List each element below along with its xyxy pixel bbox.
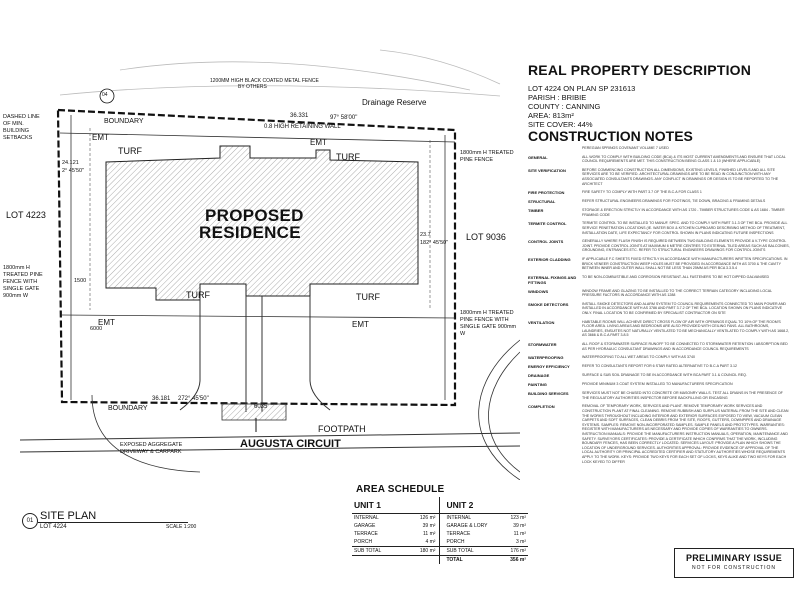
note-text: STORAGE & ERECTION STRICTLY IN ACCORDANCE WITH AS 1720 - TIMBER STRUCTURES CODE & AS 1684 - TIMBER FRAMING CODE [582, 208, 785, 217]
note-row [528, 289, 790, 298]
note-row [528, 239, 790, 253]
street-name: AUGUSTA CIRCUIT [240, 438, 341, 450]
dim-left: 24.121 [62, 160, 79, 166]
construction-notes-list [528, 146, 790, 468]
note-heading: WINDOWS [528, 288, 549, 294]
lot-left-label: LOT 4223 [6, 210, 46, 220]
dim-6000: 6000 [90, 326, 103, 332]
county: COUNTY : CANNING [528, 102, 601, 111]
note-heading: CONTROL JOINTS [528, 239, 564, 245]
bearing-top: 97° 58'00" [330, 115, 358, 121]
bearing-bottom: 272° 45'50" [178, 396, 209, 402]
table-row [352, 530, 528, 538]
site-area: AREA: 813m² [528, 111, 574, 120]
turf-label-3: TURF [186, 290, 210, 300]
note-row [528, 257, 790, 271]
note-row [528, 155, 790, 164]
row-label: PORCH [354, 539, 373, 545]
site-cover: SITE COVER: 44% [528, 120, 593, 129]
row-label: PORCH [446, 539, 465, 545]
driveway-outline [180, 296, 330, 412]
note-heading: SITE VERIFICATION [528, 167, 566, 173]
boundary-label-bottom: BOUNDARY [108, 405, 148, 412]
note-row [528, 208, 790, 217]
note-text: GENERALLY WHERE FLASH FINISH IS REQUIRED BETWEEN TWO BUILDING ELEMENTS PROVIDE A V-TYPE CONTROL JOINT. PROVIDE CONTROL JOINTS AT MAXIMUM 6 METRE CENTRES TO EXTERNAL TILED AREAS SUCH AS BALCONIES, GROUNDING, ENTRANCES ETC. REFER TO STRUCTURAL ENGINEERS DRAWINGS FOR CONTROL JOINTS [582, 239, 790, 253]
pine-fence-gate-left: 1800mm H TREATED PINE FENCE WITH SINGLE GATE 900mm W [3, 265, 43, 299]
note-heading: STORMWATER [528, 342, 557, 348]
note-heading: COMPLETION [528, 404, 555, 410]
note-row [528, 320, 790, 338]
note-heading: BUILDING SERVICES [528, 391, 569, 397]
construction-notes-title: CONSTRUCTION NOTES [528, 128, 693, 144]
note-row [528, 302, 790, 316]
note-text: PROVIDE MINIMUM 3 COAT SYSTEM INSTALLED TO MANUFACTURERS SPECIFICATION [582, 382, 733, 387]
contour-lines [60, 50, 500, 96]
note-row [528, 199, 790, 204]
site-plan-lot: LOT 4224 [40, 524, 67, 530]
emt-label-bottom-right: EMT [352, 320, 369, 329]
note-text: REFER TO CONSULTANTS REPORT FOR 6 STAR RATED ALTERNATIVE TO B.C.A PART 3.12 [582, 364, 737, 369]
drawing-number: 01 [22, 513, 38, 529]
preliminary-issue-stamp [674, 548, 794, 578]
row-value: 123 m² [510, 515, 526, 521]
issue-title: PRELIMINARY ISSUE [685, 553, 783, 563]
turf-label-2: TURF [336, 152, 360, 162]
issue-subtitle: NOT FOR CONSTRUCTION [691, 565, 777, 571]
note-row [528, 373, 790, 378]
driveway-note: EXPOSED AGGREGATE DRIVEWAY & CARPARK [120, 442, 183, 455]
note-text: REMOVAL OF TEMPORARY WORK, SERVICES AND PLANT. REMOVE TEMPORARY WORK SERVICES AND CONSTRUCTION PLANT AT FINAL CLEANING. REMOVE RUBBISH AND SURPLUS MATERIAL FROM THE SITE AND CLEAN THE WORKS THROUGHOUT INCLUDING INTERIOR AND EXTERIOR SURFACES EXPOSED TO VIEW, VACUUM CLEAN CARPETS AND SOFT SURFACES, CLEAN DEBRIS FROM THE SITE, ROOFS, GUTTERS, DOWNPIPES AND DRAINAGE SYSTEMS. SAMPLES: REMOVE NON-INCORPORATED SAMPLES. SAMPLE PANELS AND PROTOTYPES. WARRANTIES: REGISTER WITH MANUFACTURERS AS NECESSARY AND PROVIDE COPIES OF WARRANTIES TO OWNERS. INSTRUCTION MANUALS: PROVIDE THE MANUFACTURERS INSTRUCTION MANUALS, OPERATION, MAINTENANCE AND SAFETY. SURVEYORS CERTIFICATES: PROVIDE A CERTIFICATE WHICH CONFIRMS THAT THE WORK, INCLUDING BOUNDARY FENCES, HAS BEEN CORRECTLY LOCATED. SERVICES LAYOUT: PROVIDE A PLAN WHICH SHOWS THE LOCATION OF UNDERGROUND SERVICES. AUTHORITIES APPROVAL: PROVIDE EVIDENCE OF APPROVAL OF THE LOCAL AUTHORITY OR PRINCIPAL ACCREDITED CERTIFIER AND STATUTORY AUTHORITIES WHOSE REQUIREMENTS APPLY TO THE WORK. KEYS: PROVIDE TWO KEYS FOR EACH SET OF LOCKS, KEYS ALIKE AND TWO KEYS FOR EACH LOCK KEYED TO DIFFER [582, 404, 789, 464]
note-heading: DRAINAGE [528, 373, 550, 379]
dim-6035: 6035 [254, 404, 268, 410]
table-row-subtotal [352, 547, 528, 556]
property-description-title: REAL PROPERTY DESCRIPTION [528, 62, 752, 78]
total-label: TOTAL [440, 556, 508, 565]
row-label: SUB TOTAL [352, 547, 396, 556]
note-row [528, 190, 790, 195]
lot-plan: LOT 4224 ON PLAN SP 231613 [528, 84, 636, 93]
property-details [528, 84, 635, 129]
residence-label-2: RESIDENCE [199, 223, 301, 242]
note-row [528, 391, 790, 400]
note-heading: TIMBER [528, 208, 544, 214]
note-heading: SMOKE DETECTORS [528, 301, 569, 307]
retaining-wall-label: 0.8 HIGH RETAINING WALL [264, 124, 341, 130]
row-value: 126 m² [396, 514, 440, 523]
row-label: GARAGE & LORY [446, 523, 488, 529]
bearing-left: 2° 45'50" [62, 168, 85, 174]
note-text: FIRE SAFETY TO COMPLY WITH PART 3.7 OF THE B.C.A FOR CLASS 1 [582, 190, 702, 195]
unit2-header: UNIT 2 [440, 497, 528, 514]
note-row [528, 221, 790, 235]
note-heading: VENTILATION [528, 319, 555, 325]
note-text: ALL ROOF & STORMWATER SURFACE RUNOFF TO BE CONNECTED TO STORMWATER RETENTION / ABSORPTION BED AS PER HYDRAULIC CONSULTANT DRAWINGS AND IN ACCORDANCE COUNCIL REQUIREMENTS [582, 342, 788, 351]
drainage-reserve-label: Drainage Reserve [362, 98, 427, 107]
row-label: INTERNAL [354, 515, 379, 521]
note-row [528, 404, 790, 464]
row-value: 39 m² [513, 523, 526, 529]
unit1-header: UNIT 1 [352, 497, 440, 514]
dim-bottom: 36.181 [152, 396, 171, 402]
table-row [352, 522, 528, 530]
note-row [528, 275, 790, 285]
setback-note: DASHED LINE OF MIN. BUILDING SETBACKS [3, 114, 40, 141]
note-row [528, 364, 790, 369]
note-text: HABITABLE ROOMS WILL ACHIEVE DIRECT CROSS FLOW OF AIR WITH OPENINGS EQUAL TO 10% OF THE ROOM'S FLOOR AREA. LIVING AREAS AND BEDROOMS ARE ALSO PROVIDED WITH CEILING FANS. ALL BATHROOMS, LAUNDRIES, ENSUITES NOT NATURALLY VENTILATED TO BE MECHANICALLY VENTILATED TO COMPLY WITH AS 1668.2, AS 3666 & B.C.A PART 3.8.5 [582, 319, 790, 338]
note-heading: WATERPROOFING [528, 355, 564, 361]
table-row [352, 514, 528, 523]
note-heading: STRUCTURAL [528, 199, 556, 205]
note-text: SURFACE & SUB SOIL DRAINAGE TO BE IN ACCORDANCE WITH BCA PART 3.1 & COUNCIL REQ. [582, 373, 747, 378]
note-text: TO BE NON-COMBUSTIBLE AND CORROSION RESISTANT. ALL FASTENERS TO BE HOT DIPPED GALVANISED [582, 274, 770, 279]
note-row [528, 355, 790, 360]
note-row [528, 342, 790, 351]
lot-right-label: LOT 9036 [466, 232, 506, 242]
row-value: 4 m² [396, 538, 440, 547]
note-text: SERVICES MUST NOT BE CHASED INTO CONCRETE OR MASONRY WALLS. TEST ALL DRAINS IN THE PRESENCE OF THE REGULATORY AUTHORITIES INSPECTOR BEFORE BACKFILLING OR ENCASING [582, 391, 783, 400]
note-heading: GENERAL [528, 154, 548, 160]
row-label: TERRACE [446, 531, 471, 537]
note-text: INSTALL SMOKE DETECTORS AND ALARM SYSTEM TO COUNCIL REQUIREMENTS CONNECTED TO MAIN POWER AND INSTALLED IN ACCORDANCE WITH AS 3786 AND PART 3.7.2 OF THE BCA. LOCATION SHOWN ON PLANS INDICATIVE ONLY. FINAL LOCATION TO BE CONFIRMED BY SPECIALIST CONTRACTOR ON SITE [582, 301, 787, 316]
note-text: PEREGIAN SPRINGS COVENANT VOLUME 7 USED [582, 146, 669, 150]
turf-label-1: TURF [118, 146, 142, 156]
row-value: 176 m² [508, 547, 528, 556]
area-schedule-title: AREA SCHEDULE [356, 484, 445, 495]
note-heading: EXTERNAL FIXINGS AND FITTINGS [528, 274, 577, 285]
note-text: REFER STRUCTURAL ENGINEERS DRAWINGS FOR FOOTINGS, TIE DOWN, BRACING & FRAMING DETAILS [582, 199, 766, 204]
note-heading: ENERGY EFFICIENCY [528, 364, 570, 370]
row-label: GARAGE [354, 523, 376, 529]
row-label: TERRACE [354, 531, 378, 537]
area-schedule-table [352, 497, 528, 564]
dim-right: 23.7 [420, 232, 431, 238]
emt-bottom-line [62, 315, 455, 318]
table-row-total [352, 556, 528, 565]
note-heading: EXTERIOR CLADDING [528, 256, 571, 262]
fence-note: 1200MM HIGH BLACK COATED METAL FENCE [210, 78, 319, 84]
note-text: WATERPROOFING TO ALL WET AREAS TO COMPLY WITH AS 3740 [582, 355, 696, 360]
row-value: 11 m² [396, 530, 440, 538]
fence-note-2: BY OTHERS [238, 84, 267, 90]
note-text: WINDOW FRAME AND GLAZING TO BE INSTALLED TO THE CORRECT TERRAIN CATEGORY INCLUDING LOCAL PRESSURE FACTORS IN ACCORDANCE WITH AS 1288 [582, 288, 773, 298]
turf-label-4: TURF [356, 292, 380, 302]
emt-top-line [60, 133, 455, 142]
row-label: INTERNAL [446, 515, 472, 521]
note-heading: PAINTING [528, 382, 547, 388]
row-value: 11 m² [513, 531, 526, 537]
bearing-right: 182° 45'50" [420, 240, 449, 246]
row-value: 180 m² [396, 547, 440, 556]
footpath-label: FOOTPATH [318, 424, 366, 434]
pine-fence-note-right: 1800mm H TREATED PINE FENCE [460, 150, 514, 163]
note-heading: FIRE PROTECTION [528, 190, 565, 196]
dim-top: 36.331 [290, 113, 309, 119]
residence-label-1: PROPOSED [205, 206, 304, 225]
emt-label-top-left: EMT [92, 133, 109, 142]
note-heading [528, 146, 582, 151]
note-row [528, 382, 790, 387]
emt-label-top-right: EMT [310, 138, 327, 147]
total-value: 356 m² [510, 557, 526, 563]
note-row [528, 168, 790, 186]
emt-label-bottom-left: EMT [98, 318, 115, 327]
dim-1500: 1500 [74, 278, 87, 284]
note-text: TERMITE CONTROL TO BE INSTALLED TO MANUF. SPEC. AND TO COMPLY WITH PART 3.1.3 OF THE BCA. PROVIDE ALL SERVICE PENETRATION LOCATIONS (IE. WATER BOX & KITCHEN CUPBOARD DESCRIBING METHOD OF TREATMENT, INSTALLATION DATE, LIFE EXPECTANCY FOR CONTROL SHOWN IN PLANS INDICATING FUTURE INSPECTIONS [582, 221, 788, 235]
marker-04-label: 04 [102, 92, 108, 98]
note-row [528, 146, 790, 151]
note-heading: TERMITE CONTROL [528, 221, 567, 227]
site-plan-title: SITE PLAN [40, 510, 97, 522]
table-row [352, 538, 528, 547]
pine-fence-gate-right: 1800mm H TREATED PINE FENCE WITH SINGLE GATE 900mm W [460, 310, 517, 337]
note-text: IF APPLICABLE F.C SHEETS FIXED STRICTLY IN ACCORDANCE WITH MANUFACTURERS WRITTEN SPECIFICATIONS. IN BRICK VENEER CONSTRUCTION WEEP HOLES MUST BE PROVIDED IN ACCORDANCE WITH AS 3700 & THE CAVITY BETWEEN INNER AND OUTER WALL SHALL NOT BE LESS THAN 25MM AS PER BCA 3.3.5.4 [582, 256, 788, 271]
row-value: 3 m² [516, 539, 526, 545]
note-text: BEFORE COMMENCING CONSTRUCTION ALL DIMENSIONS, EXISTING LEVELS, FINISHED LEVELS AND ALL SITE SERVICES ARE TO BE VERIFIED. ARCHITECTURAL DRAWINGS ARE TO BE READ IN CONJUNCTION WITH ANY ASSOCIATED CONSULTANTS DRAWINGS. ANY CONFLICT IN DRAWINGS OR DESIGN IS TO BE REPORTED TO THE ARCHITECT [582, 167, 779, 186]
row-value: 39 m² [396, 522, 440, 530]
parish: PARISH : BRIBIE [528, 93, 587, 102]
site-plan-scale: SCALE 1:200 [166, 524, 197, 530]
boundary-label-top: BOUNDARY [104, 118, 144, 125]
title-underline [38, 522, 188, 523]
note-text: ALL WORK TO COMPLY WITH BUILDING CODE (BCA) & ITS MOST CURRENT AMENDMENTS AND ENSURE THAT LOCAL COUNCIL REQUIREMENTS ARE MET. THIS CONSTRUCTION BEING CLASS 1 & 10 (WHERE APPLICABLE) [582, 154, 786, 164]
row-label: SUB TOTAL [440, 547, 508, 556]
